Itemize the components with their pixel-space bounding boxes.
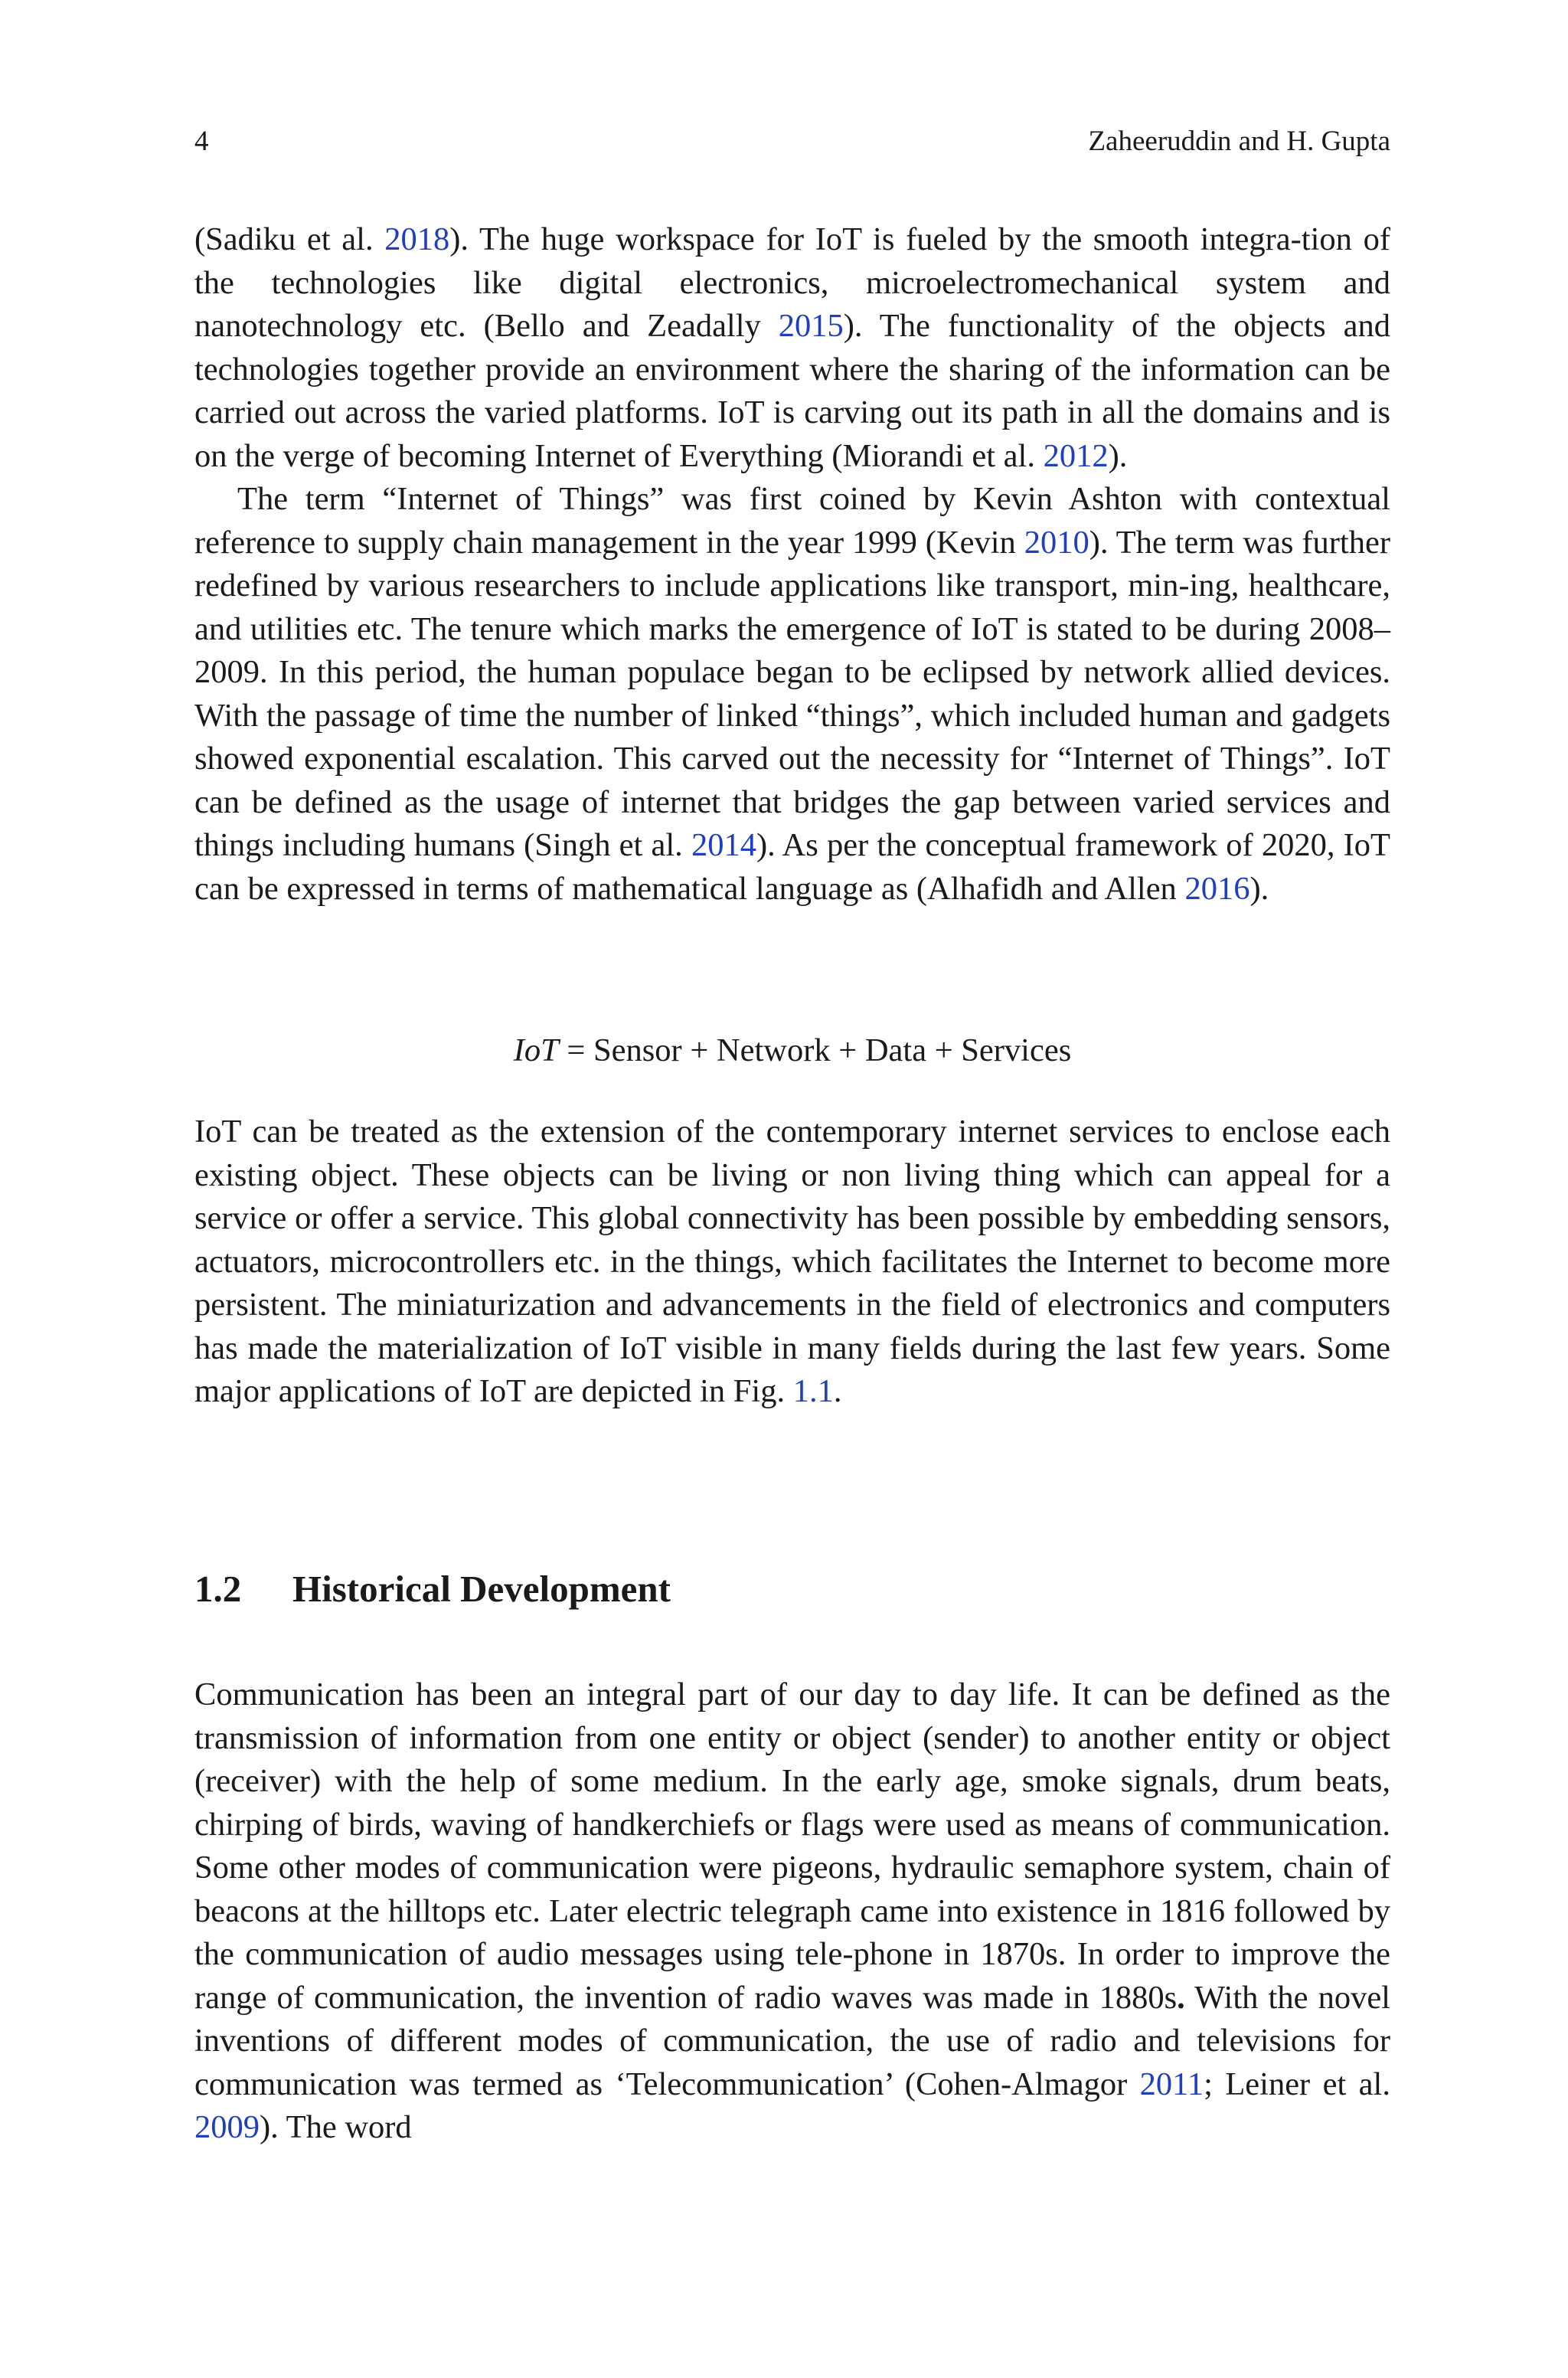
running-head: [194, 123, 1390, 161]
paragraph-communication-history: [194, 1673, 1390, 2150]
text-run: IoT can be treated as the extension of the contemporary internet services to enclose each existing object. These objects can be living or non living thing which can appeal for a service or offer a service. This global connectivity has been possible by embedding sensors, actuators, microcontrollers etc. in the things, which facilitates the Internet to become more persistent. The miniaturization and advancements in the field of electronics and computers has made the materialization of IoT visible in many fields during the last few years. Some major applications of IoT are depicted in Fig.: [194, 1114, 1390, 1409]
text-run: ). The huge workspace for IoT is fueled by the smooth integra-tion of the technologies like digital electronics, microelectromechanical system and nanotechnology etc. (Bello and Zeadally: [194, 221, 1390, 344]
citation-link-sadiku-2018[interactable]: 2018: [384, 221, 450, 257]
paragraph-term-origin: [194, 478, 1390, 911]
text-run: .: [833, 1373, 842, 1409]
citation-link-singh-2014[interactable]: 2014: [691, 827, 756, 863]
equation-rhs: = Sensor + Network + Data + Services: [558, 1032, 1072, 1068]
text-run: (Sadiku et al.: [194, 221, 385, 257]
text-run: ).: [1250, 870, 1269, 907]
citation-link-leiner-2009[interactable]: 2009: [194, 2109, 260, 2145]
section-heading: [194, 1566, 671, 1612]
text-run: With the novel inventions of different modes of communication, the use of radio and televisions for communication was termed as ‘Telecommunication’ (Cohen-Almagor: [194, 1979, 1390, 2102]
text-run: Communication has been an integral part of our day to day life. It can be defined as the transmission of information from one entity or object (sender) to another entity or object (receiver) with the help of some medium. In the early age, smoke signals, drum beats, chirping of birds, waving of handkerchiefs or flags were used as means of communication. Some other modes of communication were pigeons, hydraulic semaphore system, chain of beacons at the hilltops etc. Later electric telegraph came into existence in 1816 followed by the communication of audio messages using tele-phone in 1870s. In order to improve the range of communication, the invention of radio waves was made in 1880s: [194, 1676, 1390, 2016]
text-run: The term “Internet of Things” was first coined by Kevin Ashton with contextual reference to supply chain management in the year 1999 (Kevin: [194, 481, 1390, 561]
equation-lhs: IoT: [513, 1032, 559, 1068]
page-number: 4: [194, 126, 209, 157]
text-run: ). As per the conceptual framework of 2020, IoT can be expressed in terms of mathematical language as (Alhafidh and Allen: [194, 827, 1391, 907]
body-text-block-3: [194, 1673, 1390, 2150]
text-run: ). The word: [260, 2109, 412, 2145]
citation-link-miorandi-2012[interactable]: 2012: [1043, 437, 1109, 474]
citation-link-bello-2015[interactable]: 2015: [778, 308, 844, 344]
paragraph-continued: [194, 218, 1390, 478]
text-run: ). The term was further redefined by various researchers to include applications like transport, min-ing, healthcare, and utilities etc. The tenure which marks the emergence of IoT is stated to be during 2008–2009. In this period, the human populace began to be eclipsed by network allied devices. With the passage of time the number of linked “things”, which included human and gadgets showed exponential escalation. This carved out the necessity for “Internet of Things”. IoT can be defined as the usage of internet that bridges the gap between varied services and things including humans (Singh et al.: [194, 524, 1390, 863]
citation-link-kevin-2010[interactable]: 2010: [1024, 524, 1089, 561]
running-head-authors: Zaheeruddin and H. Gupta: [1088, 126, 1390, 157]
text-run: ).: [1108, 437, 1128, 474]
bold-period: .: [1177, 1979, 1185, 2016]
citation-link-cohen-almagor-2011[interactable]: 2011: [1139, 2066, 1204, 2102]
section-title: Historical Development: [292, 1568, 671, 1610]
citation-link-alhafidh-2016[interactable]: 2016: [1184, 870, 1250, 907]
figure-link-1-1[interactable]: 1.1: [792, 1373, 834, 1409]
iot-equation: [194, 1029, 1390, 1072]
text-run: ). The functionality of the objects and technologies together provide an environment where the sharing of the information can be carried out across the varied platforms. IoT is carving out its path in all the domains and is on the verge of becoming Internet of Everything (Miorandi et al.: [194, 308, 1390, 474]
section-number: 1.2: [194, 1568, 242, 1610]
paragraph-iot-extension: [194, 1110, 1390, 1414]
body-text-block-2: [194, 1110, 1390, 1414]
text-run: ; Leiner et al.: [1204, 2066, 1390, 2102]
body-text-block-1: [194, 218, 1390, 911]
